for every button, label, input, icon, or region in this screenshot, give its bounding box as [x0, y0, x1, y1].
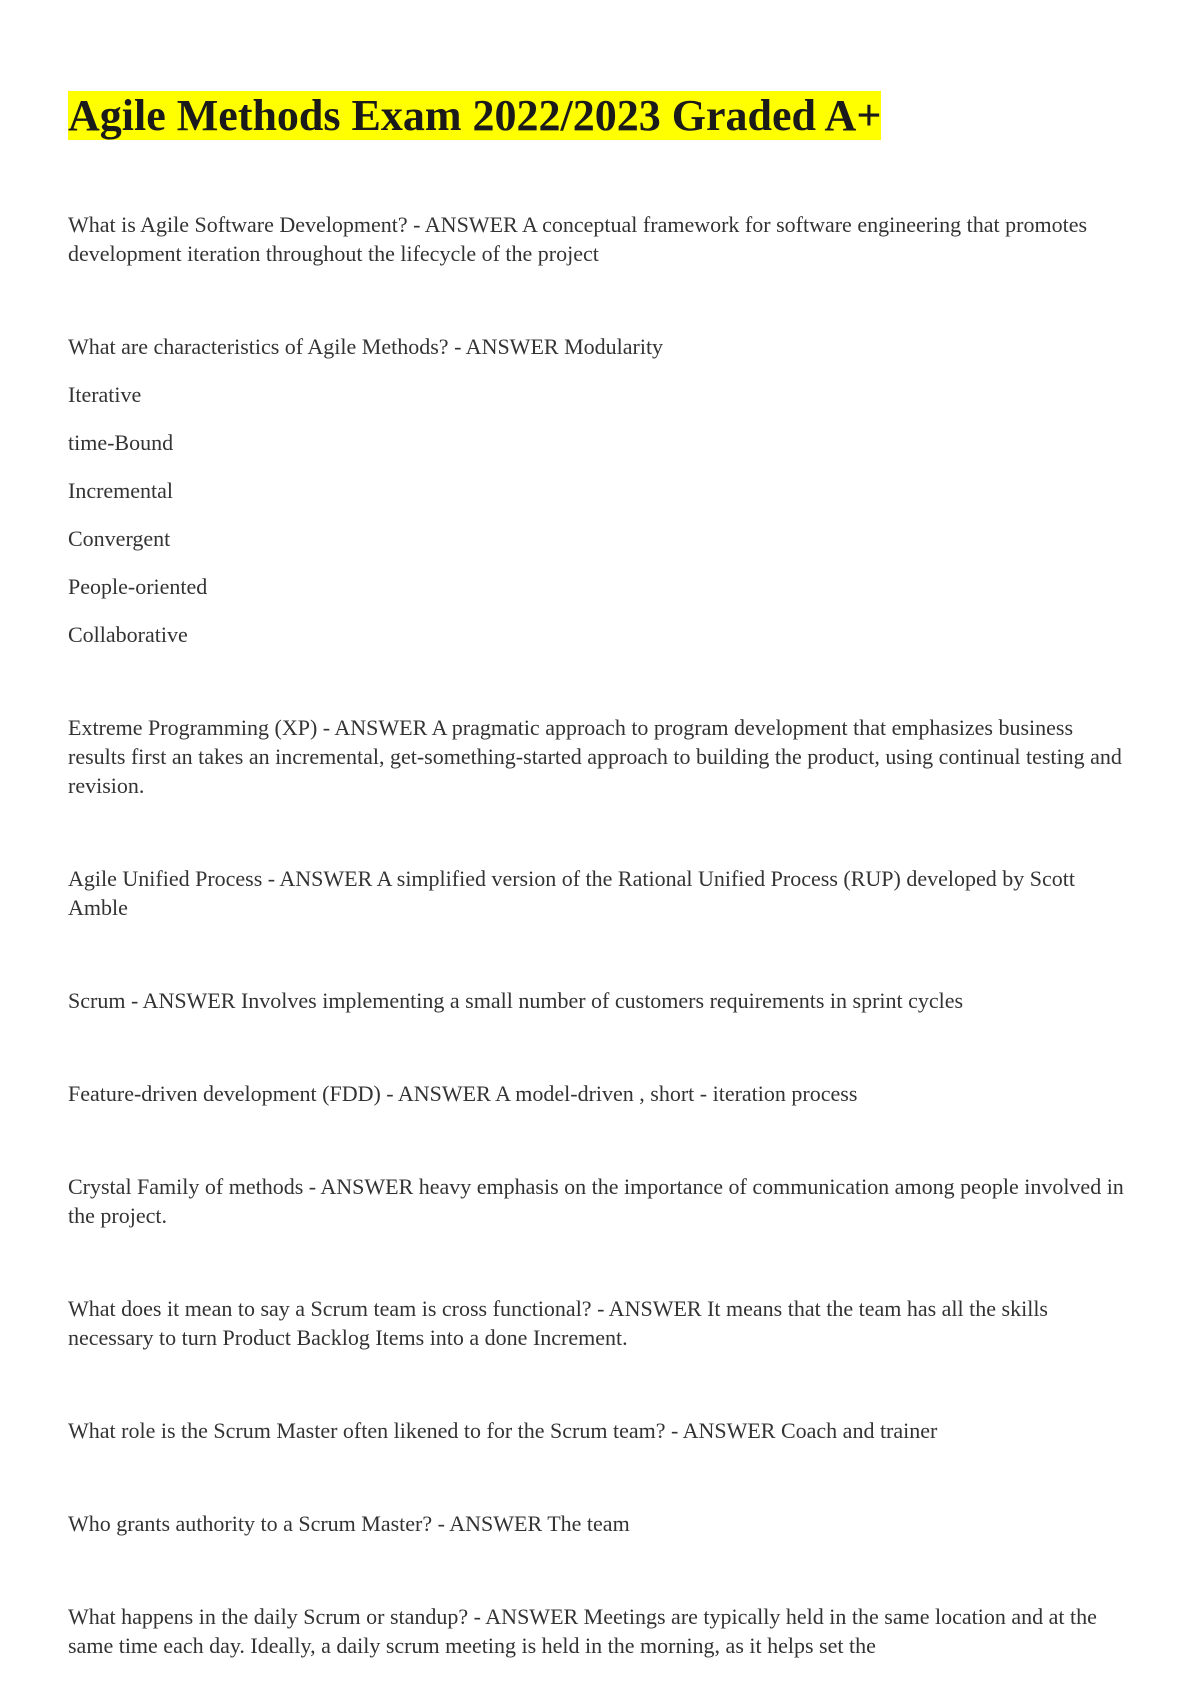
- entry-q11: What happens in the daily Scrum or standup? - ANSWER Meetings are typically held in the same location and at the same time each day. Ideally, a daily scrum meeting is held in the morning, as it helps set the: [68, 1604, 1097, 1658]
- entry-q7: Crystal Family of methods - ANSWER heavy emphasis on the importance of communication among people involved in the project.: [68, 1174, 1124, 1228]
- entry-q10: Who grants authority to a Scrum Master? - ANSWER The team: [68, 1511, 630, 1536]
- list-item: time-Bound: [68, 430, 174, 455]
- list-item: Incremental: [68, 478, 174, 503]
- entry-q3: Extreme Programming (XP) - ANSWER A pragmatic approach to program development that emphasizes business results first an takes an incremental, get-something-started approach to building the product, using continual testing and revision.: [68, 715, 1122, 798]
- entry-q2-text: What are characteristics of Agile Methods? - ANSWER Modularity: [68, 334, 664, 359]
- list-item: People-oriented: [68, 574, 208, 599]
- entry-q9: What role is the Scrum Master often likened to for the Scrum team? - ANSWER Coach and trainer: [68, 1418, 938, 1443]
- entry-q2: [68, 332, 1130, 649]
- entry-q8: What does it mean to say a Scrum team is cross functional? - ANSWER It means that the team has all the skills necessary to turn Product Backlog Items into a done Increment.: [68, 1296, 1048, 1350]
- list-item: Collaborative: [68, 622, 188, 647]
- document-body: [68, 210, 1130, 1660]
- entry-q4: Agile Unified Process - ANSWER A simplified version of the Rational Unified Process (RUP) developed by Scott Amble: [68, 866, 1075, 920]
- list-item: Convergent: [68, 526, 171, 551]
- entry-q1: What is Agile Software Development? - ANSWER A conceptual framework for software engineering that promotes development iteration throughout the lifecycle of the project: [68, 212, 1088, 266]
- title-container: [68, 88, 1128, 144]
- entry-q6: Feature-driven development (FDD) - ANSWER A model-driven , short - iteration process: [68, 1081, 858, 1106]
- entry-q5: Scrum - ANSWER Involves implementing a small number of customers requirements in sprint cycles: [68, 988, 964, 1013]
- document-title: Agile Methods Exam 2022/2023 Graded A+: [68, 91, 882, 140]
- list-item: Iterative: [68, 382, 142, 407]
